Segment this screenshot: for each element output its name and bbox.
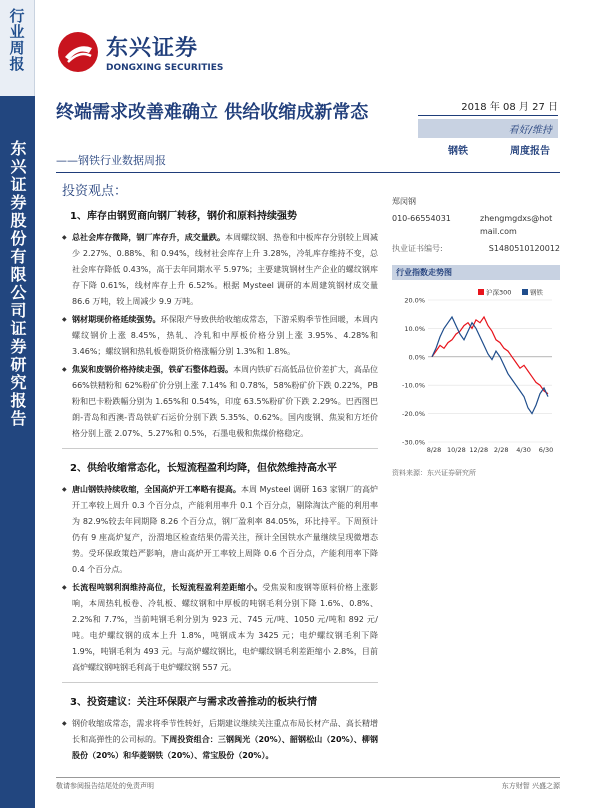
analyst-phone: 010-66554031	[392, 214, 451, 223]
chart-legend-swatch	[522, 289, 528, 295]
cert-label: 执业证书编号:	[392, 244, 443, 253]
paragraph-body: 本周螺纹钢、热卷和中板库存分别较上周减少 2.27%、0.88%、和 0.94%，线材社会库存上升 3.28%，冷轧库存维持不变，总社会库存降低 0.43%，高于去年同期水平 5.97%；主要建筑钢材生产企业的螺纹钢库存下降 0.61%，线材库存上升 6.52%。根据 Mysteel 调研的本周建筑钢材成交量 86.6 万吨，较上周减少 9.9 万吨。	[72, 233, 379, 306]
logo-cn-text: 东兴证券	[106, 36, 199, 61]
paragraph	[62, 230, 378, 310]
paragraph-body: 受焦炭和废钢等原料价格上涨影响，本周热轧板卷、冷轧板、螺纹钢和中厚板的吨钢毛利分别下降 1.6%、0.8%、2.2%和 7.7%，当前吨钢毛利分别为 923 元、745 元/吨、1050 元/吨和 892 元/吨。电炉螺纹钢的成本上升 1.8%，吨钢成本为 3425 元；电炉螺纹钢毛利下降 1.9%，吨钢毛利为 493 元。与高炉螺纹钢比，电炉螺纹钢毛利差距缩小 2.8%，目前高炉螺纹钢吨钢毛利高于电炉螺纹钢 557 元。	[72, 583, 379, 672]
chart-legend-label: 沪深300	[486, 288, 512, 297]
chart-x-tick-label: 10/28	[447, 446, 466, 454]
chart-source: 资料来源：东兴证券研究所	[392, 469, 476, 477]
chart-x-tick-label: 4/30	[516, 446, 531, 454]
cert-number: S1480510120012	[488, 244, 560, 253]
chart-x-tick-label: 2/28	[493, 446, 509, 454]
chart-x-tick-label: 8/28	[426, 446, 442, 454]
paragraph	[62, 482, 378, 578]
section-1-title: 1、库存由钢贸商向钢厂转移，钢价和原料持续强势	[70, 211, 297, 222]
company-name: 东兴证券股份有限公司证券研究报告	[8, 140, 27, 428]
chart-y-tick-label: 10.0%	[404, 324, 425, 333]
index-chart	[392, 284, 560, 466]
report-type-tag: 周度报告	[510, 146, 550, 157]
rating-badge: 看好/维持	[418, 119, 558, 138]
paragraph	[62, 580, 378, 676]
section-divider	[62, 448, 378, 449]
disclaimer-note: 敬请参阅报告结尾处的免责声明	[56, 782, 154, 790]
paragraph	[62, 362, 378, 442]
page-footer	[56, 777, 560, 791]
paragraph-lead: 总社会库存微降，钢厂库存升，成交量跌。	[72, 233, 226, 242]
company-slogan: 东方财智 兴盛之源	[501, 782, 560, 790]
analyst-name: 郑闵钢	[392, 197, 416, 206]
report-meta	[418, 98, 558, 157]
chart-x-tick-label: 12/28	[469, 446, 489, 454]
company-logo	[56, 30, 223, 74]
section-2-title: 2、供给收缩常态化，长短流程盈利均降，但依然维持高水平	[70, 463, 337, 474]
chart-y-tick-label: -30.0%	[402, 438, 425, 447]
chart-y-tick-label: -20.0%	[402, 410, 425, 419]
chart-legend-label: 钢铁	[530, 288, 543, 297]
paragraph-lead: 钢材期现价格延续强势。	[72, 315, 161, 324]
logo-emblem-icon	[56, 30, 100, 74]
chart-x-tick-label: 6/30	[538, 446, 554, 454]
company-band	[0, 96, 35, 808]
report-date: 2018 年 08 月 27 日	[418, 98, 558, 116]
report-title: 终端需求改善难确立 供给收缩成新常态	[56, 102, 369, 123]
section-heading: 投资观点：	[62, 184, 128, 199]
analyst-info	[392, 195, 560, 255]
report-category: 行业周报	[7, 8, 26, 72]
paragraph-lead: 长流程吨钢利润维持高位，长短流程盈利差距缩小。	[72, 583, 263, 592]
paragraph-lead: 唐山钢铁持续收缩，全国高炉开工率略有提高。	[72, 485, 241, 494]
paragraph-body: 环保限产导致供给收缩成常态，下游采购季节性回暖，本周内螺纹钢价上涨 8.45%，热轧、冷轧和中厚板价格分别上涨 3.95%、4.28%和 3.46%；螺纹钢和热轧板卷期货价格涨幅分别 1.3%和 1.8%。	[72, 315, 378, 356]
paragraph-body: 本周内铁矿石高低品位价差扩大，高品位 66%铁精粉和 62%粉矿价分别上涨 7.14% 和 0.78%，58%粉矿价下跌 0.22%，PB 粉和巴卡粉跌幅分别为 1.65%和 0.54%，印度 63.5%粉矿价下跌 2.29%。巴西图巴朗-青岛和西澳-青岛铁矿石运价分别下跌 5.35%、0.62%。国内废钢、焦炭和方坯价格分别上涨 2.07%、5.27%和 0.5%，石墨电极和焦煤价格稳定。	[72, 365, 379, 438]
industry-tag: 钢铁	[448, 146, 468, 157]
paragraph-body: 钢价收缩成常态，需求将季节性转好，后期建议继续关注重点布局长材产品、高长精增长和高弹性的公司标的。	[72, 719, 378, 744]
report-subtitle: ——钢铁行业数据周报	[56, 154, 166, 167]
chart-series-line	[432, 317, 548, 414]
report-category-band	[0, 0, 35, 96]
main-content	[62, 207, 378, 766]
chart-legend-swatch	[478, 289, 484, 295]
paragraph-lead: 焦炭和废钢价格持续走强，铁矿石整体趋弱。	[72, 365, 234, 374]
chart-y-tick-label: 0.0%	[408, 353, 425, 362]
logo-en-text: DONGXING SECURITIES	[106, 63, 224, 73]
chart-y-tick-label: 20.0%	[404, 296, 425, 305]
title-divider	[56, 172, 560, 173]
chart-y-tick-label: -10.0%	[402, 381, 425, 390]
section-divider	[62, 682, 378, 683]
paragraph-body: 本周 Mysteel 调研 163 家钢厂的高炉开工率较上周升 0.3 个百分点，产能利用率升 0.1 个百分点，剔除淘汰产能的利用率为 82.9%较去年同期降 8.26 个百分点，钢厂盈利率 84.05%，环比持平。下周预计仍有 9 座高炉复产，汾渭地区检查结果仍需关注，预计全国铁水产量继续呈现微增态势。受环保政策趋严影响，唐山高炉开工率较上周降 0.6 个百分点，产能利用率下降 0.4 个百分点。	[72, 485, 378, 574]
paragraph	[62, 716, 378, 764]
paragraph	[62, 312, 378, 360]
chart-title: 行业指数走势图	[392, 265, 560, 280]
section-3-title: 3、投资建议：关注环保限产与需求改善推动的板块行情	[70, 697, 317, 708]
chart-svg	[392, 284, 560, 464]
sidebar	[392, 195, 560, 478]
paragraph-lead: 下周投资组合：三钢闽光（20%）、韶钢松山（20%）、柳钢股份（20%）和华菱钢铁（20%）、常宝股份（20%）。	[72, 735, 379, 760]
analyst-email[interactable]: zhengmgdxs@hotmail.com	[480, 214, 553, 236]
